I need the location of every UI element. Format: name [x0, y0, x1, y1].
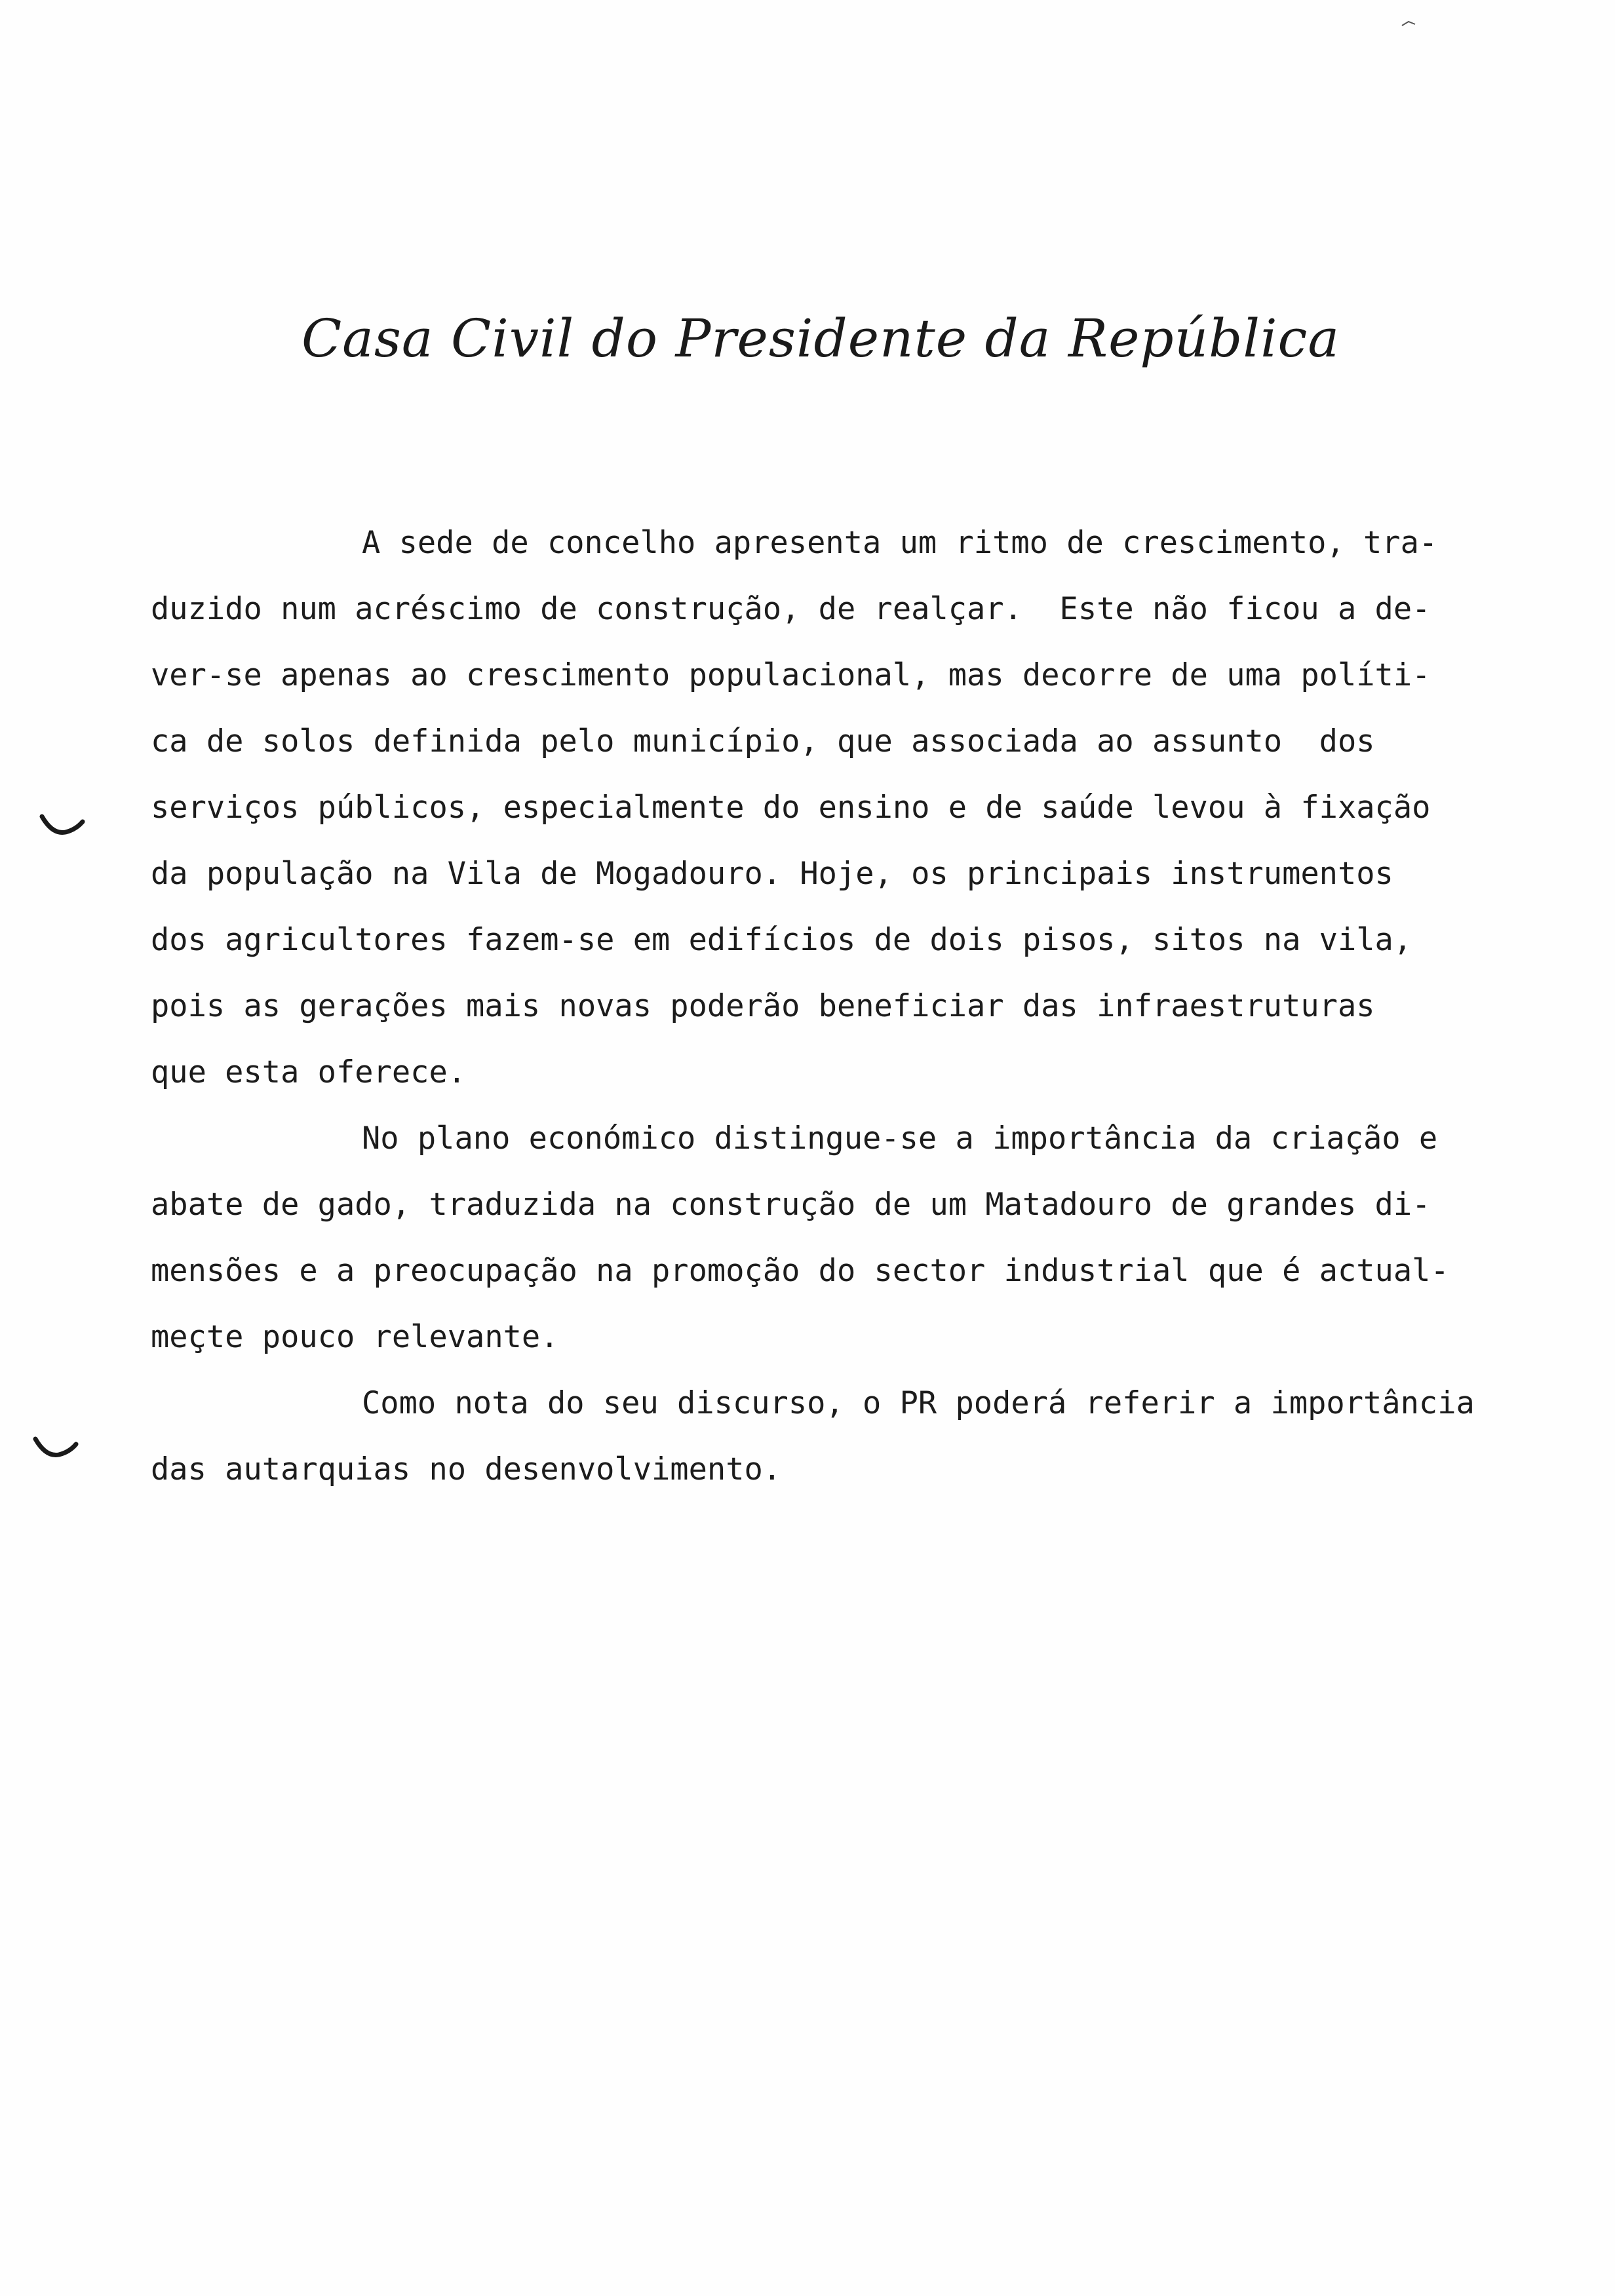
text-line: duzido num acréscimo de construção, de realçar. Este não ficou a de-	[151, 591, 1431, 627]
text-line: das autarquias no desenvolvimento.	[151, 1451, 782, 1487]
text-line: da população na Vila de Mogadouro. Hoje, os principais instrumentos	[151, 856, 1393, 892]
text-line: No plano económico distingue-se a importância da criação e	[362, 1120, 1438, 1157]
text-line: A sede de concelho apresenta um ritmo de crescimento, tra-	[362, 525, 1438, 561]
letterhead-text: Casa Civil do Presidente da República	[301, 308, 1340, 369]
scan-speck-icon	[1399, 16, 1419, 29]
paragraph-2	[151, 1105, 1547, 1370]
text-line: serviços públicos, especialmente do ensino e de saúde levou à fixação	[151, 790, 1431, 826]
text-line: que esta oferece.	[151, 1054, 467, 1090]
margin-check-mark-icon	[39, 813, 85, 839]
margin-check-mark-icon	[33, 1435, 79, 1461]
text-line: Como nota do seu discurso, o PR poderá referir a importância	[362, 1385, 1475, 1421]
paragraph-3	[151, 1370, 1547, 1502]
text-line: pois as gerações mais novas poderão beneficiar das infraestruturas	[151, 988, 1375, 1024]
text-line: meçte pouco relevante.	[151, 1319, 559, 1355]
text-line: mensões e a preocupação na promoção do sector industrial que é actual-	[151, 1253, 1449, 1289]
document-body	[151, 510, 1547, 1502]
text-line: abate de gado, traduzida na construção de um Matadouro de grandes di-	[151, 1187, 1431, 1223]
paragraph-1	[151, 510, 1547, 1105]
text-line: ca de solos definida pelo município, que associada ao assunto dos	[151, 723, 1375, 759]
text-line: dos agricultores fazem-se em edifícios de dois pisos, sitos na vila,	[151, 922, 1412, 958]
text-line: ver-se apenas ao crescimento populacional, mas decorre de uma políti-	[151, 657, 1431, 693]
letterhead-title	[0, 308, 1615, 369]
